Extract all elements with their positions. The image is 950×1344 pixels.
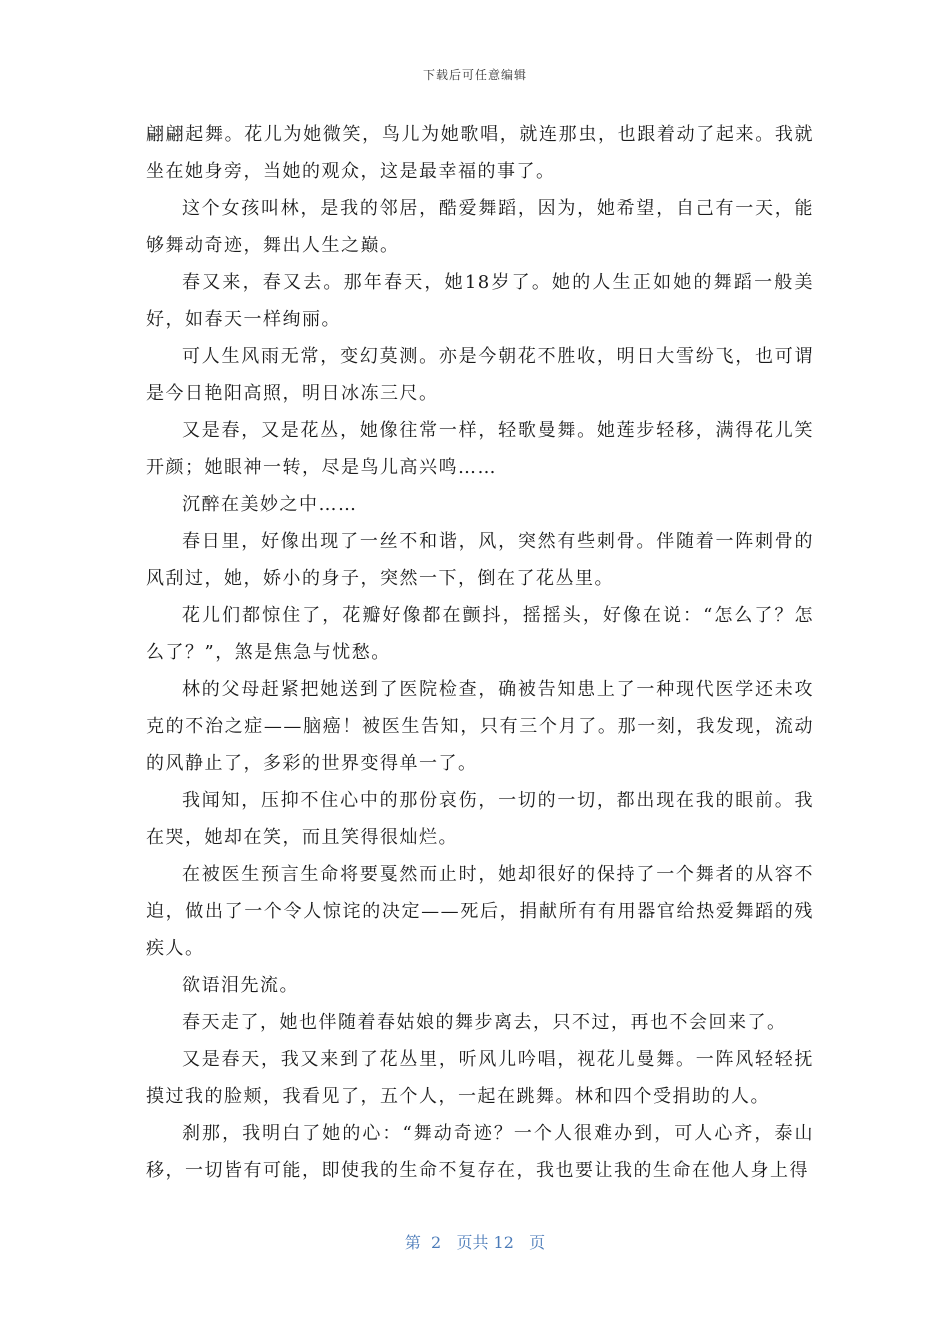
paragraph: 刹那，我明白了她的心：“舞动奇迹？一个人很难办到，可人心齐，泰山移，一切皆有可能，即使我的生命不复存在，我也要让我的生命在他人身上得 (146, 1123, 814, 1181)
page-header: 下载后可任意编辑 (422, 68, 527, 82)
document-body (146, 116, 814, 1189)
paragraph: 林的父母赶紧把她送到了医院检查，确被告知患上了一种现代医学还未攻克的不治之症——脑癌！被医生告知，只有三个月了。那一刻，我发现，流动的风静止了，多彩的世界变得单一了。 (146, 679, 814, 774)
paragraph: 欲语泪先流。 (182, 975, 299, 996)
paragraph: 又是春天，我又来到了花丛里，听风儿吟唱，视花儿曼舞。一阵风轻轻抚摸过我的脸颊，我看见了，五个人，一起在跳舞。林和四个受捐助的人。 (146, 1049, 814, 1107)
paragraph: 翩翩起舞。花儿为她微笑，鸟儿为她歌唱，就连那虫，也跟着动了起来。我就坐在她身旁，当她的观众，这是最幸福的事了。 (146, 124, 814, 182)
paragraph: 春又来，春又去。那年春天，她18岁了。她的人生正如她的舞蹈一般美好，如春天一样绚丽。 (146, 272, 814, 330)
page-number-footer: 第 2 页共 12 页 (404, 1233, 546, 1252)
paragraph: 这个女孩叫林，是我的邻居，酷爱舞蹈，因为，她希望，自己有一天，能够舞动奇迹，舞出人生之巅。 (146, 198, 814, 256)
paragraph: 春日里，好像出现了一丝不和谐，风，突然有些刺骨。伴随着一阵刺骨的风刮过，她，娇小的身子，突然一下，倒在了花丛里。 (146, 531, 814, 589)
paragraph: 沉醉在美妙之中…… (182, 494, 358, 515)
paragraph: 春天走了，她也伴随着春姑娘的舞步离去，只不过，再也不会回来了。 (182, 1012, 787, 1033)
paragraph: 花儿们都惊住了，花瓣好像都在颤抖，摇摇头，好像在说：“怎么了？怎么了？”，煞是焦急与忧愁。 (146, 605, 814, 663)
paragraph: 可人生风雨无常，变幻莫测。亦是今朝花不胜收，明日大雪纷飞，也可谓是今日艳阳高照，明日冰冻三尺。 (146, 346, 814, 404)
paragraph: 又是春，又是花丛，她像往常一样，轻歌曼舞。她莲步轻移，满得花儿笑开颜；她眼神一转，尽是鸟儿高兴鸣…… (146, 420, 814, 478)
paragraph: 在被医生预言生命将要戛然而止时，她却很好的保持了一个舞者的从容不迫，做出了一个令人惊诧的决定——死后，捐献所有有用器官给热爱舞蹈的残疾人。 (146, 864, 814, 959)
paragraph: 我闻知，压抑不住心中的那份哀伤，一切的一切，都出现在我的眼前。我在哭，她却在笑，而且笑得很灿烂。 (146, 790, 814, 848)
